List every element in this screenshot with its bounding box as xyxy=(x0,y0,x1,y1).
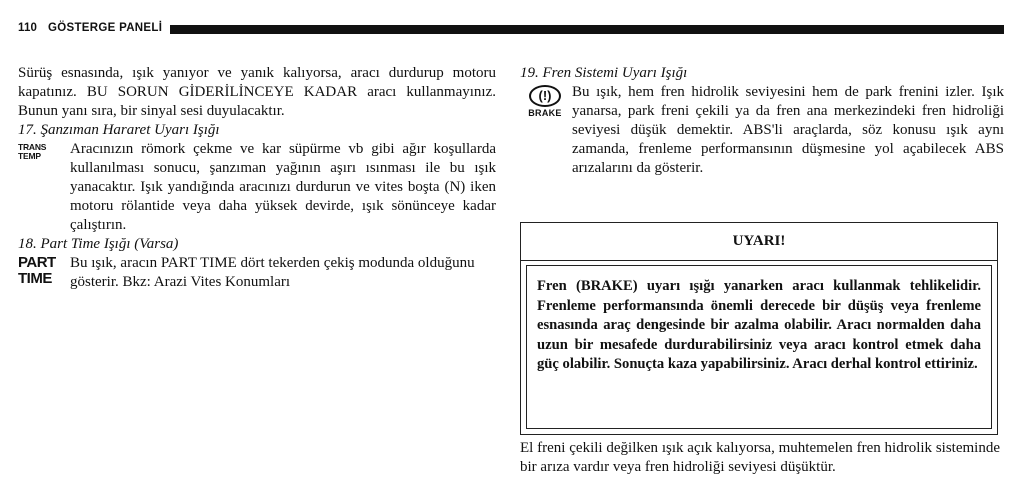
brake-text: Bu ışık, hem fren hidrolik seviyesini hem de park frenini izler. Işık yanarsa, park freni çekili ya da fren ana merkezindeki fren hidroliği seviyesi düşük demektir. ABS'li araçlarda, söz konusu ışık aynı zamanda, frenleme performansının düşmesine yol açabilecek ABS arızalarını da gösterir. xyxy=(572,84,1004,176)
trans-temp-section xyxy=(18,140,496,235)
brake-warning-icon xyxy=(520,85,570,118)
section-title: GÖSTERGE PANELİ xyxy=(48,22,163,34)
bottom-paragraph: El freni çekili değilken ışık açık kalıyorsa, muhtemelen fren hidrolik sisteminde bir arıza vardır veya fren hidroliği seviyesi düşüktür. xyxy=(520,440,1000,475)
trans-temp-text: Aracınızın römork çekme ve kar süpürme vb gibi ağır koşullarda kullanılması sonucu, şanzıman yağının aşırı ısınması ile bu ışık yanacaktır. Işık yandığında aracınızı durdurun ve vites boşta (N) iken motoru rölantide veya daha yüksek devirde, ışık sönünceye kadar çalıştırın. xyxy=(70,141,496,233)
warning-text: Fren (BRAKE) uyarı ışığı yanarken aracı kullanmak tehlikelidir. Frenleme performansında önemli derecede bir düşüş veya frenleme esnasında araç dengesinde bir azalma olabilir. Aracı normalden daha uzun bir mesafede durdurabilirsiniz veya aracı kontrol etmek daha güç olabilir. Sonuçta kaza yapabilirsiniz. Aracı derhal kontrol ettiriniz. xyxy=(537,278,981,373)
left-column xyxy=(18,64,496,292)
page-number: 110 xyxy=(18,22,38,34)
trans-temp-icon: TRANS TEMP xyxy=(18,142,47,161)
right-column xyxy=(520,64,1004,178)
part-time-heading: 18. Part Time Işığı (Varsa) xyxy=(18,236,179,252)
page-header xyxy=(18,22,1004,38)
part-time-text: Bu ışık, aracın PART TIME dört tekerden çekiş modunda olduğunu gösterir. Bkz: Arazi Vites Konumları xyxy=(70,255,475,290)
brake-heading: 19. Fren Sistemi Uyarı Işığı xyxy=(520,65,688,81)
part-time-section xyxy=(18,254,496,292)
warning-box xyxy=(520,222,998,435)
brake-circle-icon: (!) xyxy=(529,85,561,107)
warning-title: UYARI! xyxy=(521,223,997,261)
intro-paragraph: Sürüş esnasında, ışık yanıyor ve yanık kalıyorsa, aracı durdurup motoru kapatınız. BU SORUN GİDERİLİNCEYE KADAR aracı kullanmayınız. Bunun yanı sıra, bir sinyal sesi duyulacaktır. xyxy=(18,65,496,119)
brake-section xyxy=(520,83,1004,178)
brake-icon-label: BRAKE xyxy=(528,108,562,118)
part-time-icon: PART TIME xyxy=(18,254,56,287)
trans-temp-heading: 17. Şanzıman Hararet Uyarı Işığı xyxy=(18,122,220,138)
header-rule xyxy=(170,25,1004,34)
warning-inner-frame xyxy=(526,265,992,429)
